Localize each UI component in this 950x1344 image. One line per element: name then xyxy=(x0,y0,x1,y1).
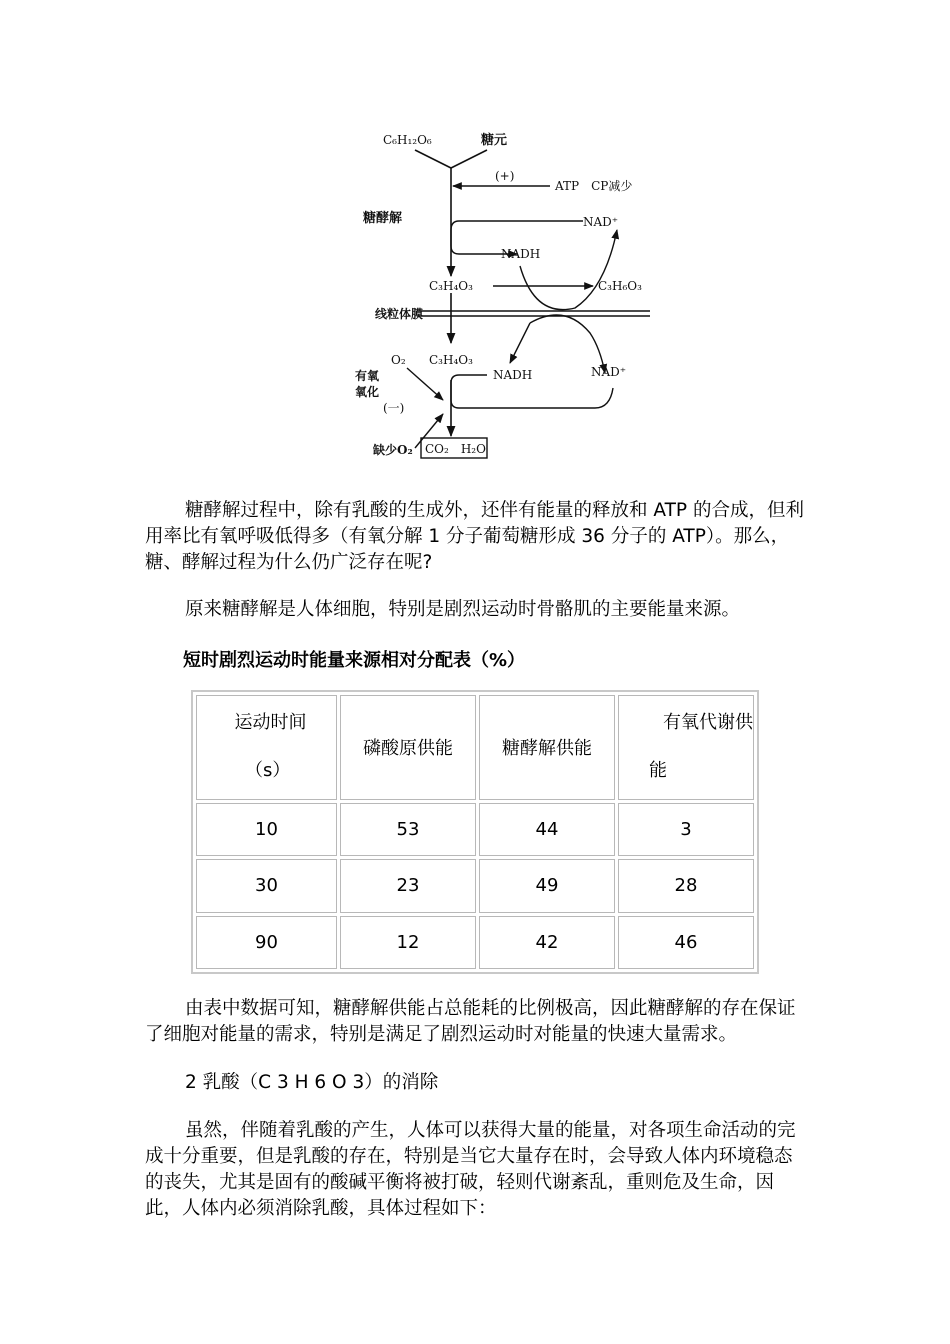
o2-label: O₂ xyxy=(391,353,406,367)
nadh-to-nad-curve xyxy=(520,230,617,310)
paragraph-table-conclusion: 由表中数据可知，糖酵解供能占总能耗的比例极高，因此糖酵解的存在保证了细胞对能量的需求，特别是满足了剧烈运动时对能量的快速大量需求。 xyxy=(145,998,796,1045)
minus-label: (一) xyxy=(383,401,405,415)
header-exercise-time: 运动时间 （s） xyxy=(196,695,337,800)
glycolysis-diagram xyxy=(355,118,665,463)
glycogen-branch-line xyxy=(451,150,487,168)
header-glycolysis: 糖酵解供能 xyxy=(479,695,615,800)
membrane-label: 线粒体膜 xyxy=(375,307,424,321)
section-heading-lactate-removal: 2 乳酸（C 3 H 6 O 3）的消除 xyxy=(185,1072,439,1093)
o2-arrow xyxy=(407,368,443,400)
products-label: CO₂ H₂O xyxy=(425,442,486,456)
pyruvate-label: C₃H₄O₃ xyxy=(429,279,473,293)
table-row xyxy=(196,803,754,856)
pyruvate2-label: C₃H₄O₃ xyxy=(429,353,473,367)
paragraph-lactate-effects: 虽然，伴随着乳酸的产生，人体可以获得大量的能量，对各项生命活动的完成十分重要，但是乳酸的存在，特别是当它大量存在时，会导致人体内环境稳态的丧失，尤其是固有的酸碱平衡将被打破，轻则代谢紊乱，重则危及生命，因此，人体内必须消除乳酸，具体过程如下： xyxy=(145,1120,796,1219)
plus-label: (+) xyxy=(495,169,515,183)
nadh-bottom-label: NADH xyxy=(493,368,533,382)
nad-top-label: NAD⁺ xyxy=(583,215,619,229)
lack-o2-label: 缺少O₂ xyxy=(373,443,413,457)
energy-source-table xyxy=(191,690,759,974)
aerobic-label-2: 氧化 xyxy=(355,385,380,399)
table-cell: 46 xyxy=(618,916,754,969)
paragraph-glycolysis-efficiency: 糖酵解过程中，除有乳酸的生成外，还伴有能量的释放和 ATP 的合成，但利用率比有氧呼吸低得多（有氧分解 1 分子葡萄糖形成 36 分子的 ATP）。那么，糖、酵解过程为什么仍广泛存在呢? xyxy=(145,500,804,573)
nad-bottom-label: NAD⁺ xyxy=(591,365,627,379)
diagram-svg xyxy=(355,118,665,463)
table-cell: 28 xyxy=(618,859,754,912)
glucose-label: C₆H₁₂O₆ xyxy=(383,133,432,147)
table-cell: 12 xyxy=(340,916,476,969)
table-row xyxy=(196,859,754,912)
table-header-row xyxy=(196,695,754,800)
table-cell: 23 xyxy=(340,859,476,912)
table-cell: 3 xyxy=(618,803,754,856)
paragraph-energy-source: 原来糖酵解是人体细胞，特别是剧烈运动时骨骼肌的主要能量来源。 xyxy=(185,599,741,620)
nadh-return-curve xyxy=(510,323,530,363)
table-cell: 53 xyxy=(340,803,476,856)
table-cell: 10 xyxy=(196,803,337,856)
table-cell: 49 xyxy=(479,859,615,912)
header-phosphagen: 磷酸原供能 xyxy=(340,695,476,800)
table-row xyxy=(196,916,754,969)
lactate-label: C₃H₆O₃ xyxy=(598,279,642,293)
aerobic-label-1: 有氧 xyxy=(355,369,380,383)
table-title: 短时剧烈运动时能量来源相对分配表（%） xyxy=(183,650,526,671)
atp-cp-label: ATP CP减少 xyxy=(555,179,633,193)
header-aerobic: 有氧代谢供 能 xyxy=(618,695,754,800)
nadh-top-label: NADH xyxy=(501,247,541,261)
glycolysis-label: 糖酵解 xyxy=(363,211,403,226)
glycogen-label: 糖元 xyxy=(481,133,508,148)
table-cell: 30 xyxy=(196,859,337,912)
table-cell: 90 xyxy=(196,916,337,969)
table-cell: 42 xyxy=(479,916,615,969)
glucose-branch-line xyxy=(415,150,451,168)
table-cell: 44 xyxy=(479,803,615,856)
